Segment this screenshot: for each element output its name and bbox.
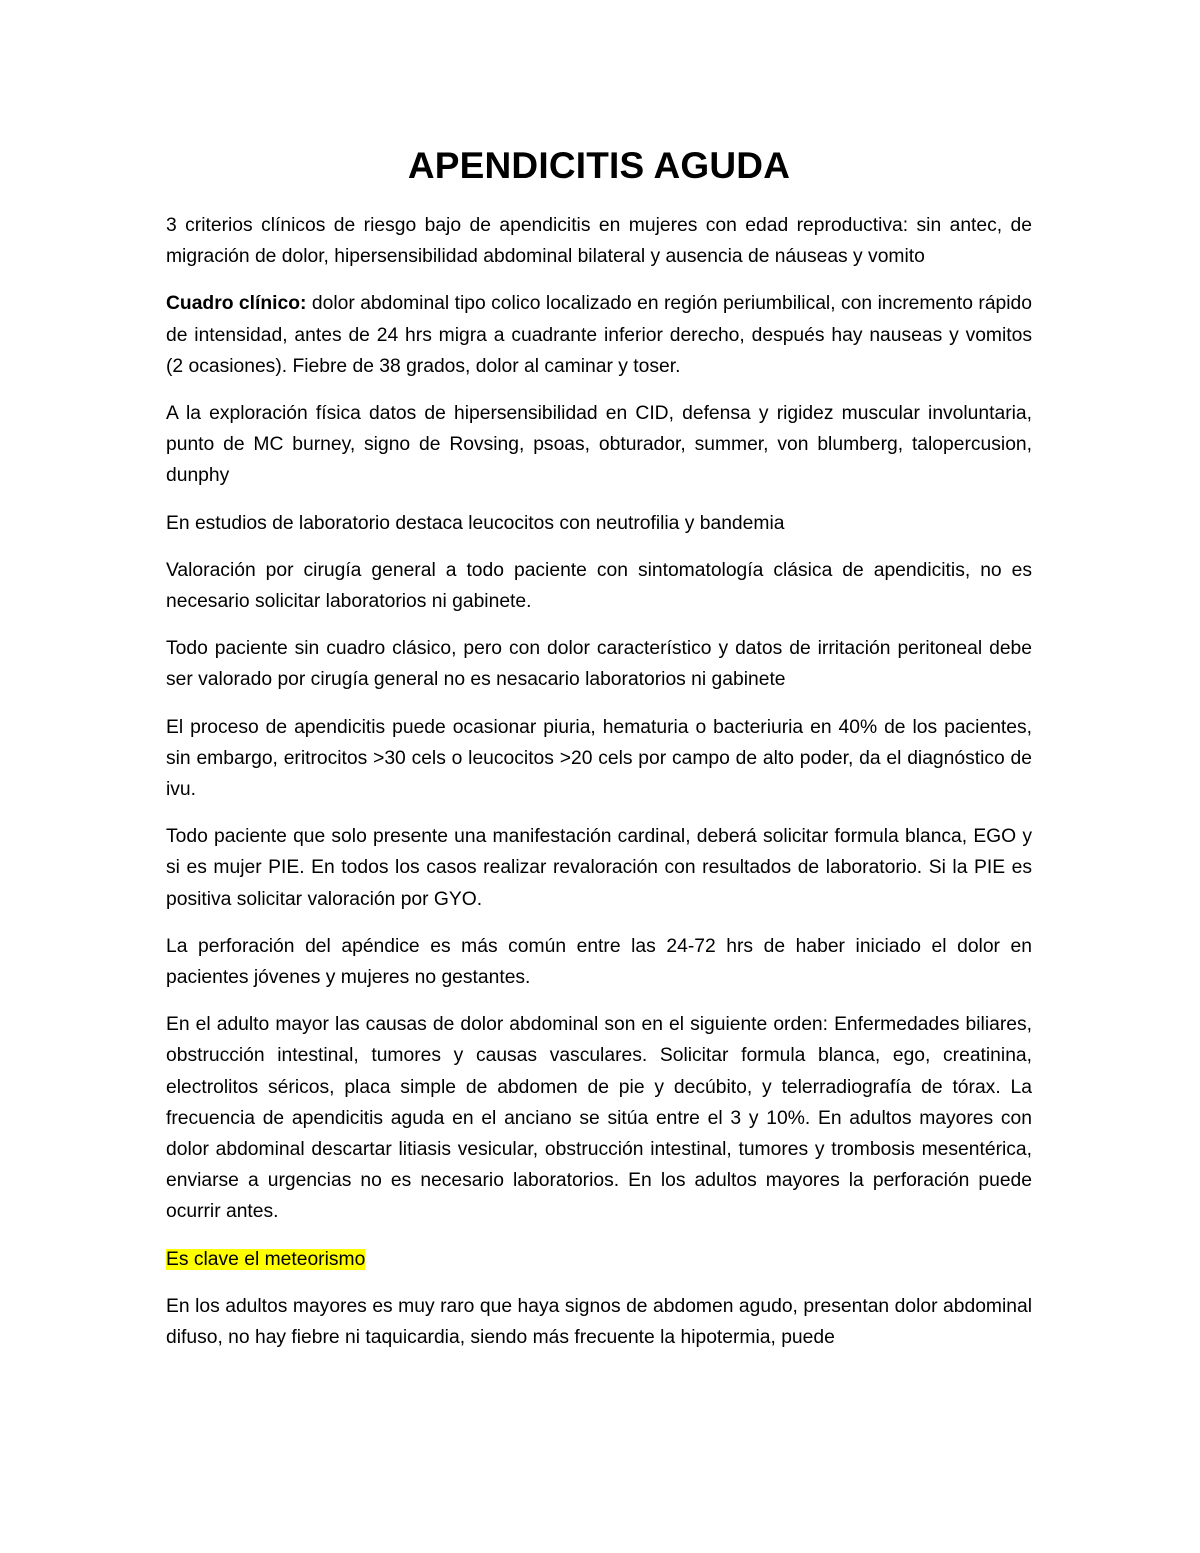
paragraph-perforacion: La perforación del apéndice es más común entre las 24-72 hrs de haber iniciado el dolor en pacientes jóvenes y mujeres no gestantes. [166, 935, 1032, 989]
paragraph-exploracion: A la exploración física datos de hipersensibilidad en CID, defensa y rigidez muscular involuntaria, punto de MC burney, signo de Rovsing, psoas, obturador, summer, von blumberg, talopercusion, dunphy [166, 403, 1032, 487]
paragraph-sin-cuadro-clasico: Todo paciente sin cuadro clásico, pero con dolor característico y datos de irritación peritoneal debe ser valorado por cirugía general no es nesacario laboratorios ni gabinete [166, 638, 1032, 691]
paragraph-meteorismo [166, 1244, 1032, 1275]
document-title: APENDICITIS AGUDA [407, 145, 791, 186]
paragraph-laboratorio: En estudios de laboratorio destaca leucocitos con neutrofilia y bandemia [166, 512, 785, 534]
paragraph-piuria: El proceso de apendicitis puede ocasionar piuria, hematuria o bacteriuria en 40% de los pacientes, sin embargo, eritrocitos >30 cels o leucocitos >20 cels por campo de alto poder, da el diagnóstico de ivu. [166, 716, 1032, 801]
document-page [166, 140, 1032, 1369]
paragraph-adultos-mayores-signos: En los adultos mayores es muy raro que haya signos de abdomen agudo, presentan dolor abdominal difuso, no hay fiebre ni taquicardia, siendo más frecuente la hipotermia, puede [166, 1295, 1032, 1349]
cuadro-clinico-label: Cuadro clínico: [166, 293, 307, 315]
paragraph-manifestacion-cardinal: Todo paciente que solo presente una manifestación cardinal, deberá solicitar formula blanca, EGO y si es mujer PIE. En todos los casos realizar revaloración con resultados de laboratorio. Si la PIE es positiva solicitar valoración por GYO. [166, 826, 1032, 910]
paragraph-criterios: 3 criterios clínicos de riesgo bajo de apendicitis en mujeres con edad reproductiva: sin antec, de migración de dolor, hipersensibilidad abdominal bilateral y ausencia de náuseas y vomito [166, 215, 1032, 268]
cuadro-clinico-text: dolor abdominal tipo colico localizado en región periumbilical, con incremento rápido de intensidad, antes de 24 hrs migra a cuadrante inferior derecho, después hay nauseas y vomitos (2 ocasiones). Fiebre de 38 grados, dolor al caminar y toser. [166, 293, 1032, 377]
highlighted-text: Es clave el meteorismo [166, 1248, 366, 1270]
paragraph-valoracion: Valoración por cirugía general a todo paciente con sintomatología clásica de apendicitis, no es necesario solicitar laboratorios ni gabinete. [166, 559, 1032, 613]
paragraph-cuadro-clinico [166, 288, 1032, 382]
paragraph-adulto-mayor: En el adulto mayor las causas de dolor abdominal son en el siguiente orden: Enfermedades biliares, obstrucción intestinal, tumores y causas vasculares. Solicitar formula blanca, ego, creatinina, electrolitos séricos, placa simple de abdomen de pie y decúbito, y telerradiografía de tórax. La frecuencia de apendicitis aguda en el anciano se sitúa entre el 3 y 10%. En adultos mayores con dolor abdominal descartar litiasis vesicular, obstrucción intestinal, tumores y trombosis mesentérica, enviarse a urgencias no es necesario laboratorios. En los adultos mayores la perforación puede ocurrir antes. [166, 1014, 1032, 1223]
